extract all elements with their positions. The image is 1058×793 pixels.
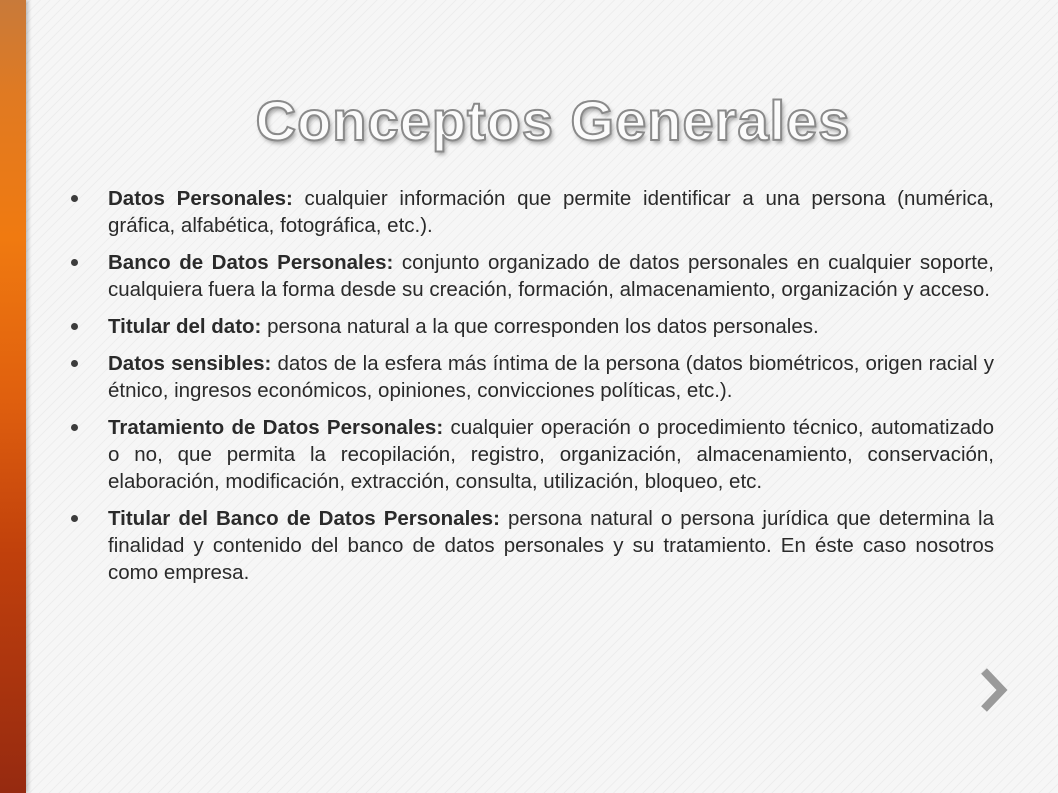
bullet-icon: [71, 195, 78, 202]
list-item: [68, 313, 994, 340]
definition-term: Banco de Datos Personales:: [108, 251, 394, 274]
slide-title: Conceptos Generales: [255, 89, 851, 152]
chevron-right-icon: [970, 665, 1014, 715]
next-slide-button[interactable]: [970, 665, 1014, 715]
list-item: [68, 505, 994, 586]
definition-term: Titular del Banco de Datos Personales:: [108, 507, 500, 530]
bullet-icon: [71, 515, 78, 522]
definition-list: [68, 185, 994, 596]
definition-term: Tratamiento de Datos Personales:: [108, 416, 444, 439]
definition-text: conjunto organizado de datos personales en cualquier soporte, cualquiera fuera la forma desde su creación, formación, almacenamiento, organización y acceso.: [108, 251, 994, 301]
definition-text: cualquier información que permite identificar a una persona (numérica, gráfica, alfabética, fotográfica, etc.).: [108, 187, 995, 237]
bullet-icon: [71, 323, 78, 330]
bullet-icon: [71, 360, 78, 367]
bullet-icon: [71, 424, 78, 431]
definition-text: persona natural o persona jurídica que determina la finalidad y contenido del banco de datos personales y su tratamiento. En éste caso nosotros como empresa.: [108, 507, 995, 584]
definition-term: Datos Personales:: [108, 187, 293, 210]
definition-term: Datos sensibles:: [108, 352, 272, 375]
bullet-icon: [71, 259, 78, 266]
list-item: [68, 249, 994, 303]
list-item: [68, 350, 994, 404]
definition-text: datos de la esfera más íntima de la persona (datos biométricos, origen racial y étnico, ingresos económicos, opiniones, convicciones políticas, etc.).: [108, 352, 994, 402]
definition-term: Titular del dato:: [108, 315, 262, 338]
definition-text: persona natural a la que corresponden los datos personales.: [261, 315, 819, 338]
definition-text: cualquier operación o procedimiento técnico, automatizado o no, que permita la recopilación, registro, organización, almacenamiento, conservación, elaboración, modificación, extracción, consulta, utilización, bloqueo, etc.: [108, 416, 994, 493]
list-item: [68, 185, 994, 239]
list-item: [68, 414, 994, 495]
